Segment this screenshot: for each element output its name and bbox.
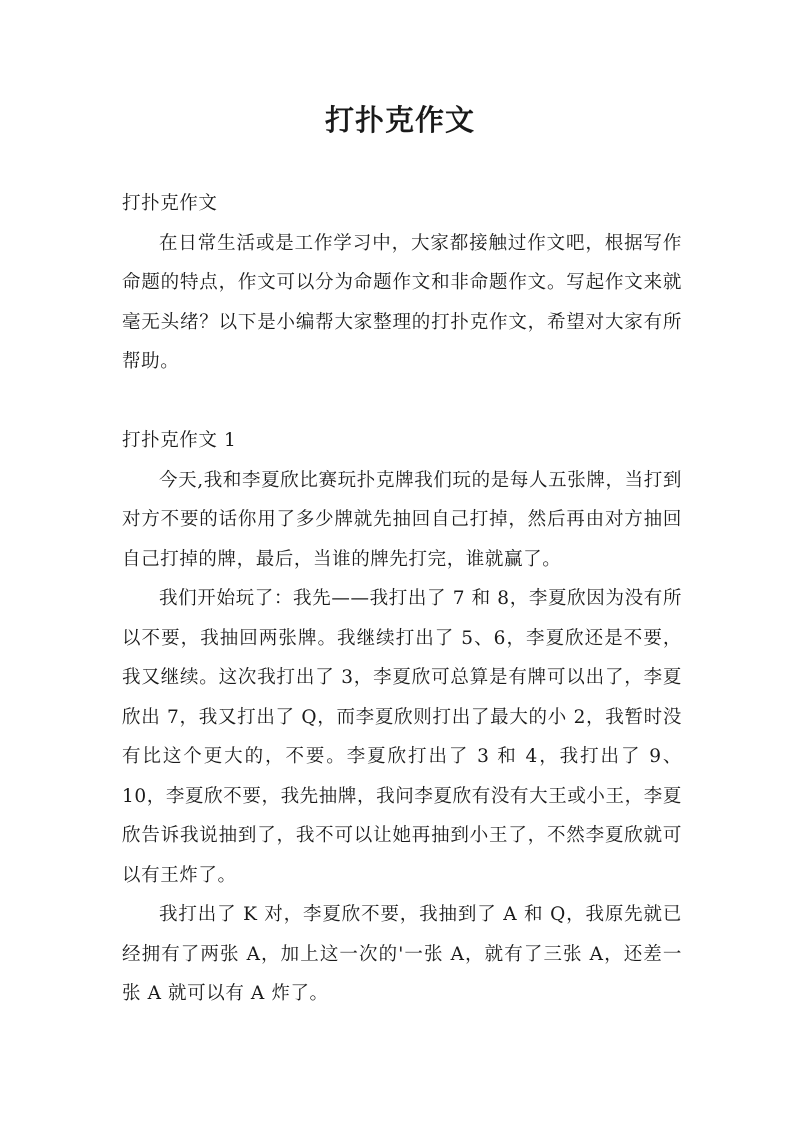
document-title: 打扑克作文: [324, 103, 475, 137]
document-body: [122, 184, 682, 1014]
essay1-paragraph: 我们开始玩了：我先——我打出了 7 和 8，李夏欣因为没有所以不要，我抽回两张牌。我继续打出了 5、6，李夏欣还是不要，我又继续。这次我打出了 3，李夏欣可总算是有牌可以出了，李夏欣出 7，我又打出了 Q，而李夏欣则打出了最大的小 2，我暂时没有比这个更大的，不要。李夏欣打出了 3 和 4，我打出了 9、10，李夏欣不要，我先抽牌，我问李夏欣有没有大王或小王，李夏欣告诉我说抽到了，我不可以让她再抽到小王了，不然李夏欣就可以有王炸了。: [122, 588, 682, 886]
essay1-heading: 打扑克作文 1: [122, 430, 237, 451]
intro-paragraph: 在日常生活或是工作学习中，大家都接触过作文吧，根据写作命题的特点，作文可以分为命题作文和非命题作文。写起作文来就毫无头绪？以下是小编帮大家整理的打扑克作文，希望对大家有所帮助。: [122, 232, 682, 372]
essay1-paragraph: 我打出了 K 对，李夏欣不要，我抽到了 A 和 Q，我原先就已经拥有了两张 A，加上这一次的'一张 A，就有了三张 A，还差一张 A 就可以有 A 炸了。: [122, 904, 682, 1004]
section-spacer: [122, 382, 682, 422]
essay1-paragraph: 今天,我和李夏欣比赛玩扑克牌我们玩的是每人五张牌，当打到对方不要的话你用了多少牌就先抽回自己打掉，然后再由对方抽回自己打掉的牌，最后，当谁的牌先打完，谁就赢了。: [122, 469, 682, 570]
intro-heading: 打扑克作文: [122, 193, 218, 214]
